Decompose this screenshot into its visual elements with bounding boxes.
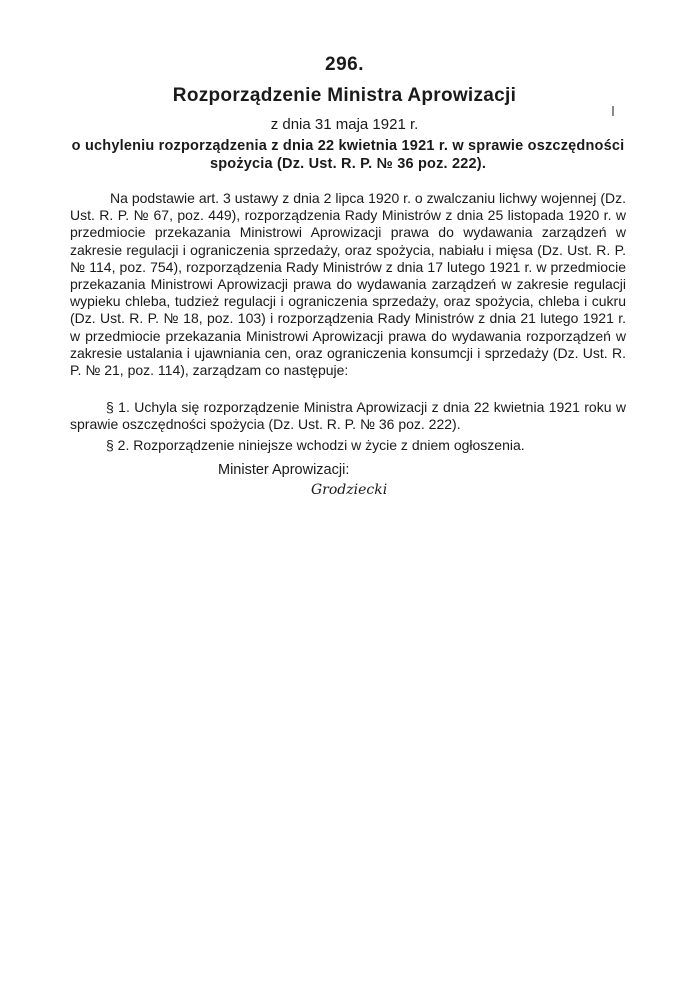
signature-name: Grodziecki [311, 482, 388, 498]
act-number: 296. [325, 54, 364, 75]
page-title: Rozporządzenie Ministra Aprowizacji [172, 85, 517, 106]
signature-label: Minister Aprowizacji: [218, 462, 350, 478]
act-subject: o uchyleniu rozporządzenia z dnia 22 kwietnia 1921 r. w sprawie oszczędności spożycia (Dz. Ust. R. P. № 36 poz. 222). [71, 138, 625, 172]
preamble-paragraph: Na podstawie art. 3 ustawy z dnia 2 lipca 1920 r. o zwalczaniu lichwy wojennej (Dz. Ust. R. P. № 67, poz. 449), rozporządzenia Rady Ministrów z dnia 25 listopada 1920 r. w przedmiocie przekazania Ministrowi Aprowizacji prawa do wydawania zarządzeń w zakresie regulacji i ograniczenia sprzedaży, oraz spożycia, nabiału i mięsa (Dz. Ust. R. P. № 114, poz. 754), rozporządzenia Rady Ministrów z dnia 17 lutego 1921 r. w przedmiocie przekazania Ministrowi Aprowizacji prawa do wydawania zarządzeń w zakresie regulacji wypieku chleba, tudzież regulacji i ograniczenia sprzedaży, oraz spożycia, chleba i cukru (Dz. Ust. R. P. № 18, poz. 103) i rozporządzenia Rady Ministrów z dnia 21 lutego 1921 r. w przedmiocie przekazania Ministrowi Aprowizacji prawa do wydawania rozporządzeń w zakresie ustalania i ujawniania cen, oraz ograniczenia konsumcji i sprzedaży (Dz. Ust. R. P. № 21, poz. 114), zarządzam co następuje: [70, 190, 626, 379]
section-2-paragraph: § 2. Rozporządzenie niniejsze wchodzi w życie z dniem ogłoszenia. [106, 437, 525, 453]
section-1-paragraph: § 1. Uchyla się rozporządzenie Ministra Aprowizacji z dnia 22 kwietnia 1921 roku w sprawie oszczędności spożycia (Dz. Ust. R. P. № 36 poz. 222). [70, 399, 626, 433]
margin-mark [612, 106, 614, 116]
act-date: z dnia 31 maja 1921 r. [270, 116, 419, 133]
